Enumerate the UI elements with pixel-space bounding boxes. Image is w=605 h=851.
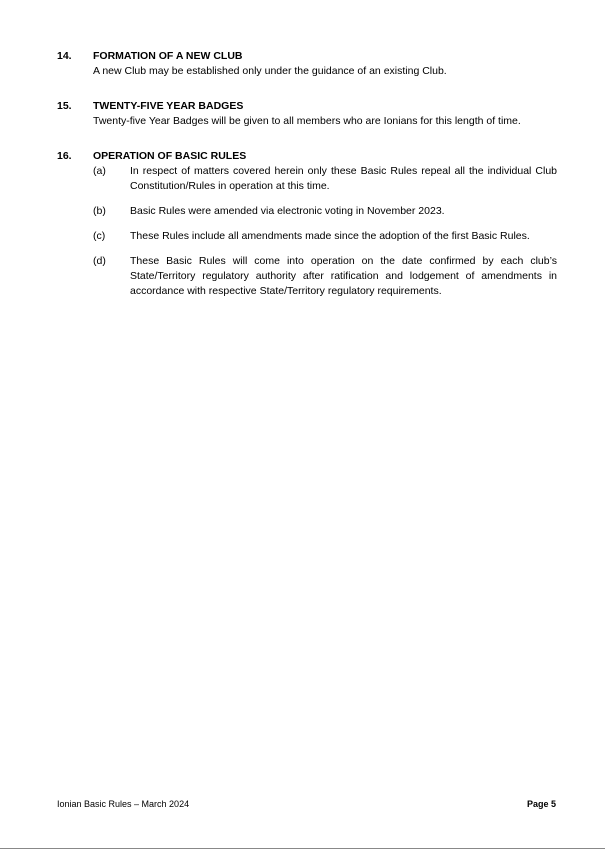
list-item-text: Basic Rules were amended via electronic voting in November 2023. xyxy=(130,205,445,217)
list-item-text: These Rules include all amendments made since the adoption of the first Basic Rules. xyxy=(130,230,530,242)
section-number: 16. xyxy=(57,150,72,162)
section-number: 14. xyxy=(57,50,72,62)
section-heading: OPERATION OF BASIC RULES xyxy=(93,150,247,162)
page-edge-divider xyxy=(0,848,605,849)
list-item-label: (c) xyxy=(93,230,106,242)
list-item-text: In respect of matters covered herein only these Basic Rules repeal all the individual Club Constitution/Rules in operation at this time. xyxy=(130,165,557,192)
section-heading: FORMATION OF A NEW CLUB xyxy=(93,50,243,62)
list-item-text: These Basic Rules will come into operation on the date confirmed by each club’s State/Territory regulatory authority after ratification and lodgement of amendments in accordance with respective State/Territory regulatory requirements. xyxy=(130,255,557,297)
footer-document-title: Ionian Basic Rules – March 2024 xyxy=(57,799,190,809)
list-item-label: (a) xyxy=(93,165,106,177)
section-body: Twenty-five Year Badges will be given to all members who are Ionians for this length of time. xyxy=(93,115,521,127)
list-item-label: (b) xyxy=(93,205,106,217)
section-body: A new Club may be established only under the guidance of an existing Club. xyxy=(93,65,447,77)
list-item-label: (d) xyxy=(93,255,106,267)
section-heading: TWENTY-FIVE YEAR BADGES xyxy=(93,100,244,112)
footer-page-number: Page 5 xyxy=(526,799,556,809)
section-number: 15. xyxy=(57,100,72,112)
